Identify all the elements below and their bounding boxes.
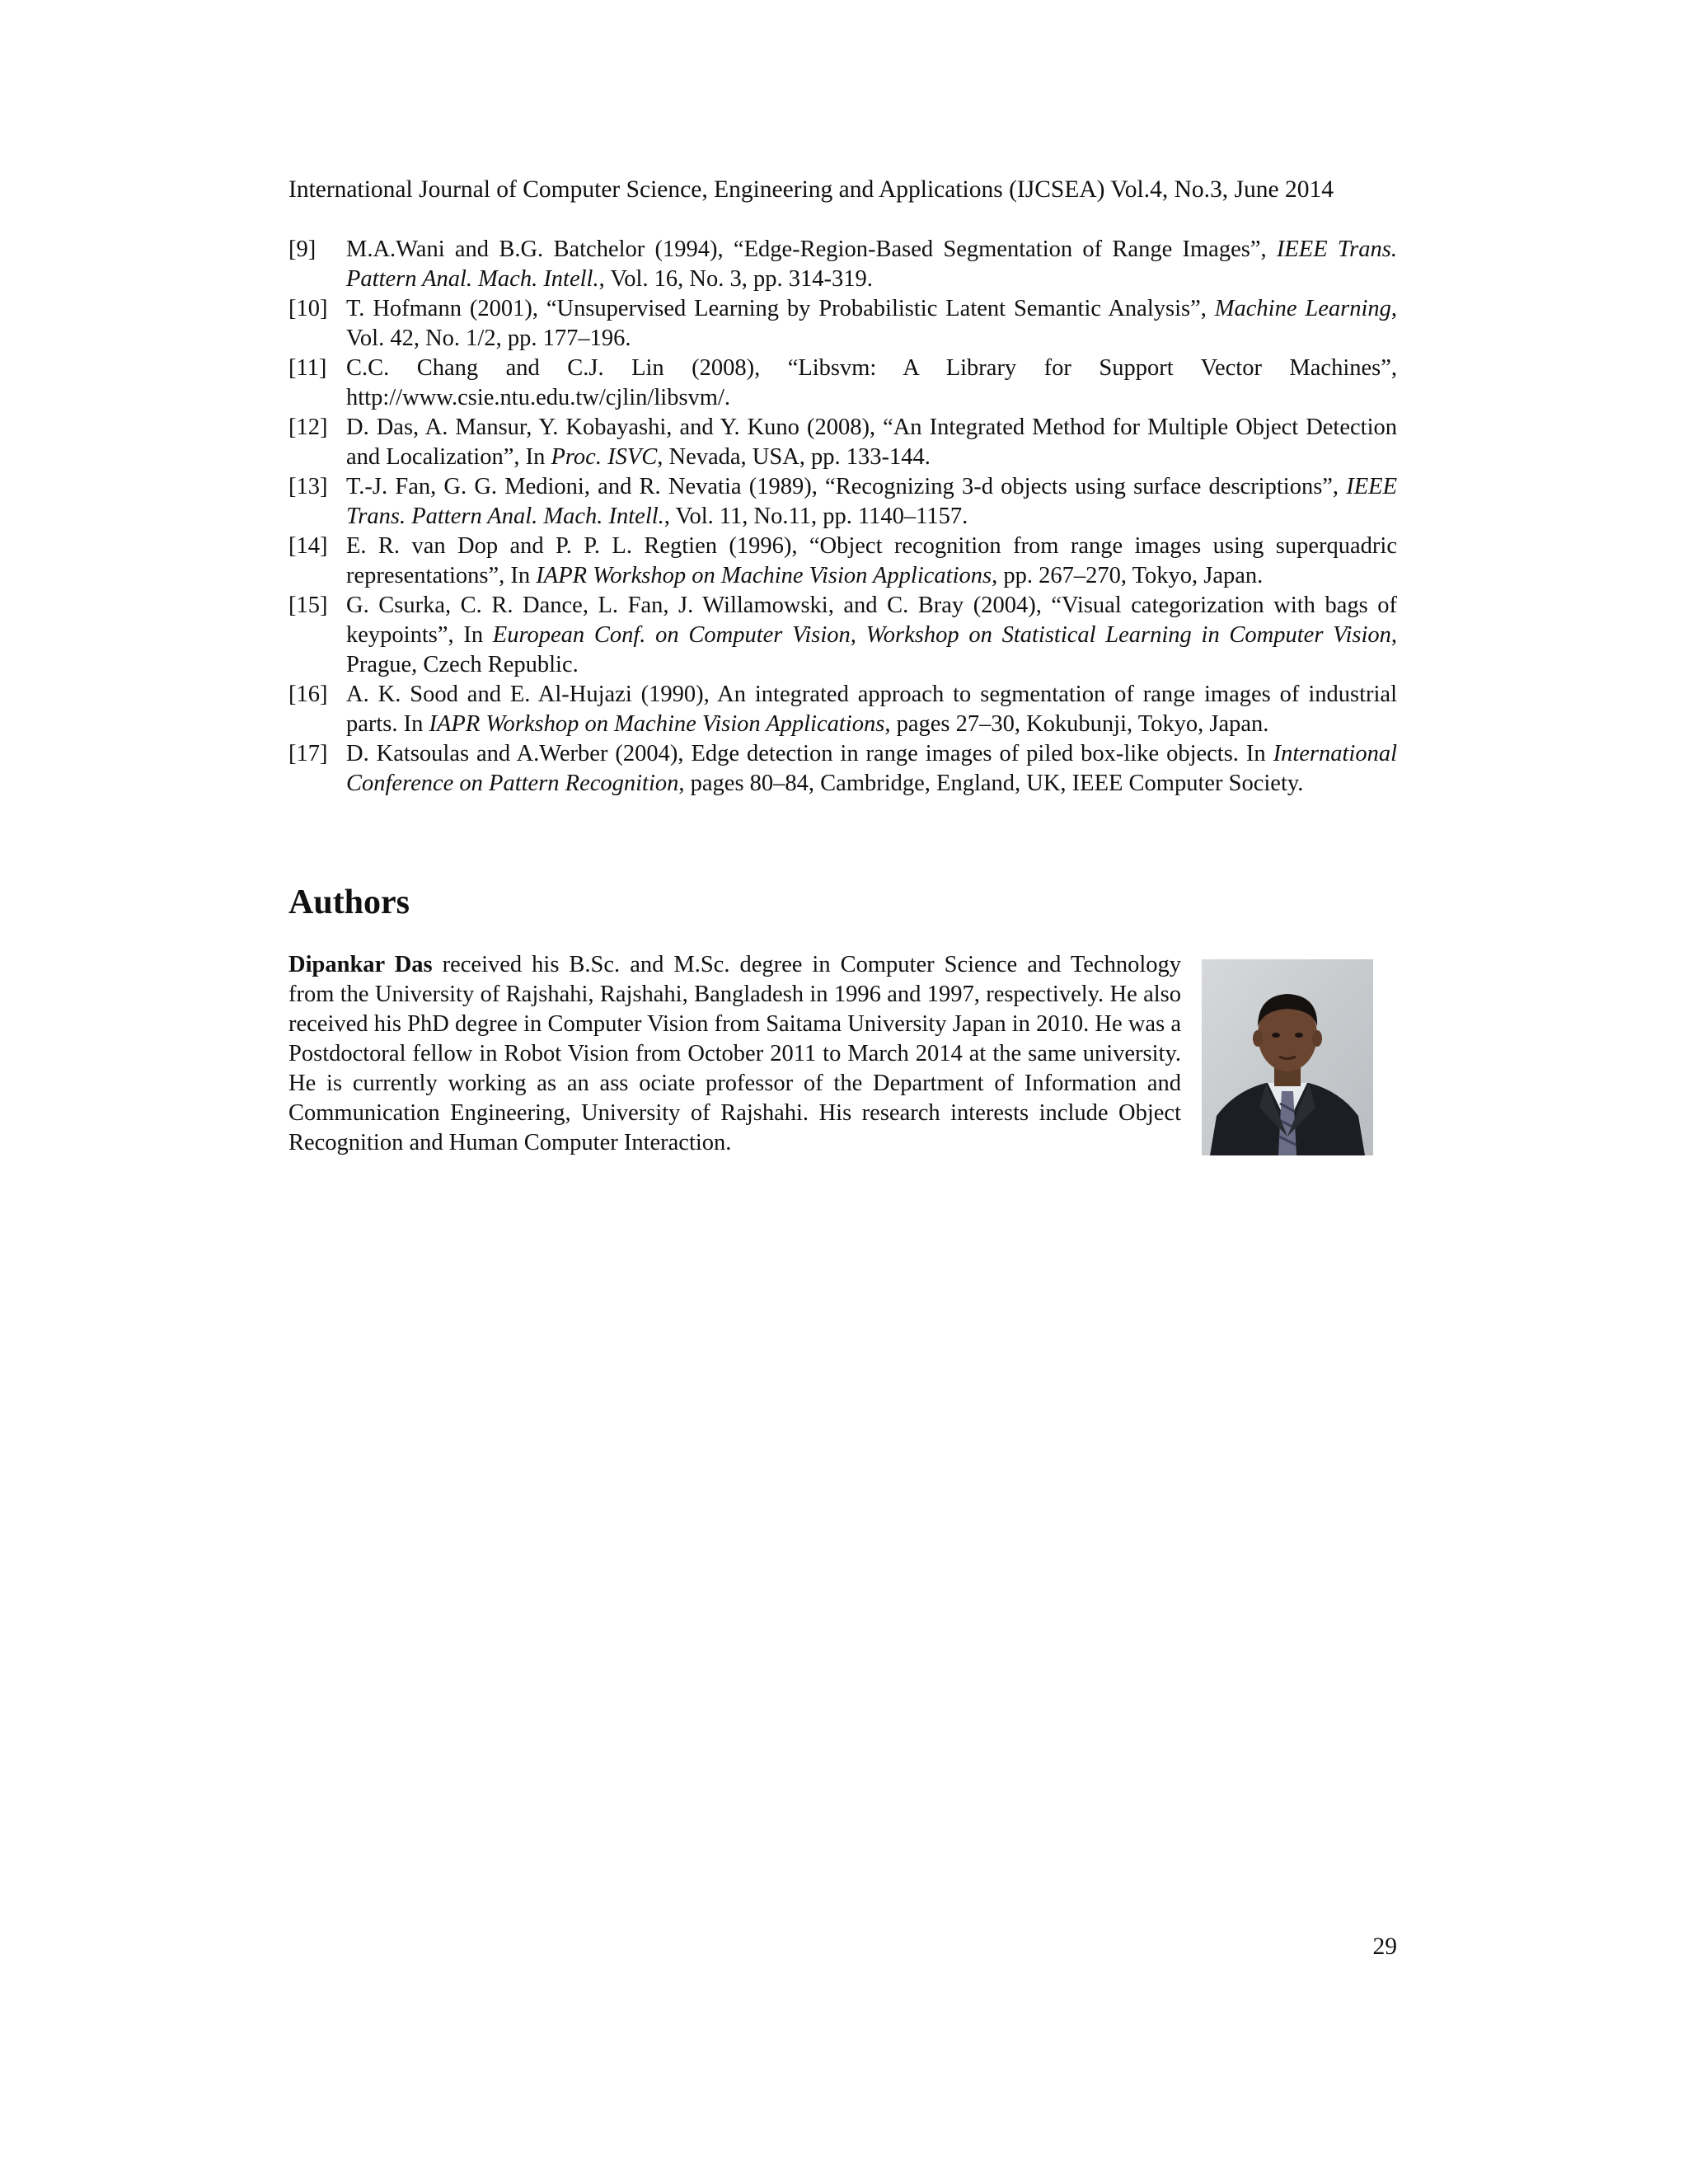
author-bio-text: received his B.Sc. and M.Sc. degree in Computer Science and Technology from the University of Rajshahi, Rajshahi, Bangladesh in 1996 and 1997, respectively. He also received his PhD degree in Computer Vision from Saitama University Japan in 2010. He was a Postdoctoral fellow in Robot Vision from October 2011 to March 2014 at the same university. He is currently working as an ass ociate professor of the Department of Information and Communication Engineering, University of Rajshahi. His research interests include Object Recognition and Human Computer Interaction. (288, 952, 1182, 1155)
reference-item (288, 532, 1397, 591)
reference-text (346, 533, 1397, 588)
reference-text (346, 296, 1397, 351)
reference-segment: G. Csurka, C. R. Dance, L. Fan, J. Willamowski, and C. Bray (2004), “Visual categorization with bags of keypoints”, In (346, 593, 1397, 648)
page-number: 29 (1372, 1933, 1397, 1960)
reference-number: [13] (288, 474, 328, 499)
reference-item (288, 354, 1397, 413)
reference-segment: M.A.Wani and B.G. Batchelor (1994), “Edge-Region-Based Segmentation of Range Images”, (346, 237, 1277, 262)
reference-number: [10] (288, 296, 328, 321)
reference-segment: D. Das, A. Mansur, Y. Kobayashi, and Y. Kuno (2008), “An Integrated Method for Multiple Object Detection and Localization”, In (346, 415, 1397, 470)
reference-segment: C.C. Chang and C.J. Lin (2008), “Libsvm: A Library for Support Vector Machines”, http://www.csie.ntu.edu.tw/cjlin/libsvm/. (346, 355, 1397, 410)
reference-number: [12] (288, 415, 328, 440)
reference-segment: , pages 80–84, Cambridge, England, UK, IEEE Computer Society. (678, 771, 1304, 796)
reference-text (346, 415, 1397, 470)
reference-segment: , Vol. 16, No. 3, pp. 314-319. (598, 266, 873, 292)
reference-segment: , pp. 267–270, Tokyo, Japan. (992, 563, 1264, 588)
reference-segment: , Vol. 42, No. 1/2, pp. 177–196. (346, 296, 1398, 351)
author-bio (288, 950, 1181, 1158)
author-name: Dipankar Das (288, 952, 433, 977)
reference-italic-segment: International Conference on Pattern Recognition (346, 741, 1397, 796)
reference-segment: , Nevada, USA, pp. 133-144. (657, 444, 931, 470)
reference-number: [9] (288, 237, 316, 262)
reference-item (288, 413, 1397, 472)
reference-text (346, 682, 1397, 737)
reference-text (346, 741, 1397, 796)
reference-italic-segment: Machine Learning (1214, 296, 1391, 321)
reference-number: [16] (288, 682, 328, 707)
reference-segment: , Vol. 11, No.11, pp. 1140–1157. (663, 504, 968, 529)
authors-heading: Authors (288, 883, 410, 921)
reference-number: [14] (288, 533, 328, 559)
reference-item (288, 472, 1397, 532)
reference-italic-segment: IAPR Workshop on Machine Vision Applications (429, 711, 885, 737)
reference-item (288, 739, 1397, 799)
reference-text (346, 355, 1397, 410)
reference-item (288, 235, 1397, 294)
reference-text (346, 237, 1397, 292)
author-photo (1202, 959, 1373, 1155)
reference-number: [15] (288, 593, 328, 618)
reference-segment: A. K. Sood and E. Al-Hujazi (1990), An integrated approach to segmentation of range images of industrial parts. In (346, 682, 1397, 737)
reference-italic-segment: IEEE Trans. Pattern Anal. Mach. Intell. (346, 474, 1397, 529)
reference-segment: E. R. van Dop and P. P. L. Regtien (1996), “Object recognition from range images using superquadric representations”, In (346, 533, 1397, 588)
journal-header: International Journal of Computer Science, Engineering and Applications (IJCSEA) Vol.4, No.3, June 2014 (288, 176, 1334, 203)
reference-item (288, 294, 1397, 354)
reference-italic-segment: IAPR Workshop on Machine Vision Applications (536, 563, 992, 588)
reference-number: [11] (288, 355, 327, 381)
reference-item (288, 680, 1397, 739)
reference-segment: D. Katsoulas and A.Werber (2004), Edge detection in range images of piled box-like objects. In (346, 741, 1273, 766)
reference-segment: T. Hofmann (2001), “Unsupervised Learning by Probabilistic Latent Semantic Analysis”, (346, 296, 1215, 321)
reference-list (288, 235, 1397, 799)
reference-number: [17] (288, 741, 328, 766)
reference-text (346, 474, 1397, 529)
reference-italic-segment: European Conf. on Computer Vision, Workshop on Statistical Learning in Computer Vision (492, 622, 1391, 648)
reference-segment: , pages 27–30, Kokubunji, Tokyo, Japan. (884, 711, 1269, 737)
reference-text (346, 593, 1397, 677)
reference-segment: , Prague, Czech Republic. (346, 622, 1397, 677)
reference-italic-segment: Proc. ISVC (551, 444, 658, 470)
reference-item (288, 591, 1397, 680)
reference-italic-segment: IEEE Trans. Pattern Anal. Mach. Intell. (346, 237, 1397, 292)
reference-segment: T.-J. Fan, G. G. Medioni, and R. Nevatia (1989), “Recognizing 3-d objects using surface descriptions”, (346, 474, 1347, 499)
